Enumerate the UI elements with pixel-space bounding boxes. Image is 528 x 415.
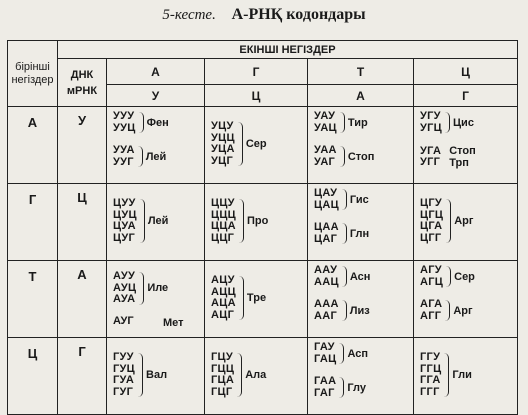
brace-mark (445, 112, 450, 133)
codon: АЦУ (211, 274, 235, 286)
brace-mark (138, 353, 143, 397)
codon-cell (308, 107, 414, 184)
codon-cell (414, 261, 518, 338)
codon: ЦГЦ (420, 208, 444, 221)
rna-col-header: Ц (205, 85, 308, 107)
codon-list (113, 352, 135, 398)
amino-acid-label: Глу (347, 381, 366, 394)
codon: УУЦ (113, 121, 136, 134)
amino-acid-label: Лей (147, 215, 169, 227)
rna-col-header: Г (414, 85, 518, 107)
codon: УГУ (420, 110, 441, 122)
amino-acid-label: Тре (246, 292, 267, 304)
codon: ЦУА (113, 220, 136, 232)
codon: АГУ (420, 264, 442, 276)
codon: ААА (314, 298, 339, 310)
codon: УГЦ (420, 121, 443, 134)
codon: УУГ (113, 155, 134, 168)
codon: ЦАЦ (314, 198, 339, 211)
brace-mark (445, 300, 450, 321)
codon-list (211, 121, 235, 167)
table-row (8, 107, 518, 184)
codon-group (314, 299, 410, 322)
codon-cell (205, 261, 308, 338)
amino-acid-label: Глн (349, 227, 370, 240)
page-title (0, 6, 528, 24)
first-base-cell: Г (8, 184, 58, 261)
first-base-cell: А (8, 107, 58, 184)
second-bases-header: ЕКІНШІ НЕГІЗДЕР (58, 41, 518, 59)
brace-mark (239, 276, 244, 320)
codon-group (211, 198, 304, 244)
codon: ЦЦЦ (211, 208, 237, 221)
codon-list (113, 271, 136, 306)
brace-mark (342, 223, 347, 244)
codon: ЦАА (314, 221, 339, 233)
codon: АЦЦ (211, 285, 236, 298)
first-bases-header: бірінші негіздер (8, 41, 58, 107)
codon: ЦГУ (420, 197, 443, 209)
codon-group (314, 145, 410, 168)
amino-acid-label: Цис (453, 116, 474, 129)
amino-acid-label: Лей (145, 150, 167, 163)
brace-mark (238, 122, 243, 166)
codon: ЦАГ (314, 232, 338, 245)
amino-acid-label: Стоп (449, 145, 476, 157)
table-row (8, 261, 518, 338)
first-base-cell: Т (8, 261, 58, 338)
codon: ЦУГ (113, 231, 136, 244)
brace-mark (444, 353, 449, 397)
codon-cell (205, 107, 308, 184)
brace-mark (339, 377, 344, 398)
codon-group (314, 188, 410, 211)
amino-acid-label: Ала (245, 369, 267, 381)
codon-cell (308, 338, 414, 415)
codon: ГАЦ (314, 352, 337, 365)
codon: АЦА (211, 297, 236, 309)
amino-acid-stack (449, 145, 476, 169)
codon-group (314, 222, 410, 245)
amino-acid-label: Мет (163, 317, 184, 329)
codon: АУГ (113, 315, 134, 327)
brace-mark (342, 189, 347, 210)
codon-group (113, 271, 201, 306)
codon: АЦГ (211, 308, 235, 321)
brace-mark (339, 343, 344, 364)
codon: УЦГ (211, 154, 234, 167)
amino-acid-label: Сер (245, 138, 267, 150)
codon: ААЦ (314, 275, 339, 288)
mrnk-base-cell: У (58, 107, 107, 184)
codon: ГГЦ (420, 362, 442, 375)
codon: УАГ (314, 155, 336, 168)
brace-mark (139, 272, 144, 305)
brace-mark (139, 112, 144, 133)
amino-acid-label: Лиз (349, 304, 370, 317)
first-base-cell: Ц (8, 338, 58, 415)
codon: АУА (113, 293, 136, 305)
codon-list (314, 342, 336, 365)
codon-list (420, 146, 441, 169)
codon-group (211, 275, 304, 321)
amino-acid-label: Асн (349, 270, 371, 283)
codon: ЦУУ (113, 197, 136, 209)
codon: УАУ (314, 110, 336, 122)
brace-mark (140, 199, 145, 243)
codon: ГЦЦ (211, 362, 235, 375)
brace-mark (138, 146, 143, 167)
codon: ГЦА (211, 374, 235, 386)
codon-cell (308, 261, 414, 338)
codon-list (420, 198, 443, 244)
amino-acid-label: Гли (452, 369, 472, 381)
codon: ГУА (113, 374, 135, 386)
amino-acid-label: Трп (449, 157, 469, 169)
codon-cell (414, 107, 518, 184)
codon-list (420, 352, 441, 398)
codon: АУЦ (113, 281, 137, 294)
codon: ЦЦУ (211, 197, 235, 209)
codon-cell (107, 184, 205, 261)
codon: АГА (420, 298, 443, 310)
codon-list (314, 145, 337, 168)
codon-cell (205, 184, 308, 261)
table-caption: 5-кесте. (162, 7, 216, 23)
codon: АУУ (113, 270, 136, 282)
codon: ЦАУ (314, 187, 338, 199)
amino-acid-label: Про (247, 215, 269, 227)
codon: ЦУЦ (113, 208, 137, 221)
table-name: А-РНҚ кодондары (231, 6, 366, 23)
codon-group (420, 352, 514, 398)
codon-group (113, 198, 201, 244)
codon: УГГ (420, 156, 441, 168)
codon-group (314, 111, 410, 134)
dna-col-header: Т (308, 59, 414, 85)
codon: УУА (113, 144, 135, 156)
codon-list (420, 111, 442, 134)
brace-mark (446, 266, 451, 287)
codon: ГЦУ (211, 351, 234, 363)
codon: ЦЦГ (211, 231, 235, 244)
brace-mark (237, 353, 242, 397)
amino-acid-label: Асп (347, 347, 368, 360)
codon-list (113, 145, 135, 168)
codon-list (420, 299, 442, 322)
brace-mark (340, 112, 345, 133)
dna-col-header: Ц (414, 59, 518, 85)
mrnk-base-cell: Ц (58, 184, 107, 261)
codon-list (314, 299, 339, 322)
mrnk-base-cell: Г (58, 338, 107, 415)
codon: ААГ (314, 309, 338, 322)
mrnk-base-cell: А (58, 261, 107, 338)
codon-group (420, 111, 514, 134)
table-row (8, 184, 518, 261)
amino-acid-label: Сер (454, 270, 475, 283)
amino-acid-label: Гис (349, 193, 369, 206)
codon: ЦГА (420, 220, 443, 232)
codon: УАЦ (314, 121, 337, 134)
codon: ГУУ (113, 351, 134, 363)
codon-group (420, 299, 514, 322)
codon-cell (414, 338, 518, 415)
codon: УЦЦ (211, 131, 235, 144)
codon: УЦУ (211, 120, 234, 132)
amino-acid-label: Фен (146, 116, 169, 129)
codon: УЦА (211, 143, 235, 155)
codon: ГАГ (314, 386, 335, 399)
codon-group (113, 111, 201, 134)
amino-acid-label: Вал (146, 369, 168, 381)
codon-cell (205, 338, 308, 415)
brace-mark (342, 300, 347, 321)
codon-table (7, 40, 518, 415)
brace-mark (239, 199, 244, 243)
codon-list (113, 198, 137, 244)
codon: ЦГГ (420, 231, 442, 244)
codon-list (211, 275, 236, 321)
codon-cell (414, 184, 518, 261)
codon: УАА (314, 144, 337, 156)
codon-group (420, 198, 514, 244)
codon-cell (107, 261, 205, 338)
codon-list (211, 352, 234, 398)
codon-list (314, 188, 339, 211)
dnk-mrnk-header (58, 59, 107, 107)
codon-group (314, 376, 410, 399)
codon: ГУЦ (113, 362, 136, 375)
codon-cell (107, 107, 205, 184)
codon: ГАУ (314, 341, 335, 353)
dna-col-header: Г (205, 59, 308, 85)
codon-group (211, 352, 304, 398)
codon: УУУ (113, 110, 135, 122)
codon-group (420, 265, 514, 288)
codon: ААУ (314, 264, 338, 276)
codon: ГАА (314, 375, 337, 387)
codon-table-body (8, 107, 518, 415)
codon-list (314, 376, 336, 399)
codon-list (314, 222, 339, 245)
brace-mark (342, 266, 347, 287)
codon-list (211, 198, 236, 244)
codon-cell (107, 338, 205, 415)
codon: ГЦГ (211, 385, 233, 398)
codon-group (211, 121, 304, 167)
amino-acid-label: Арг (454, 215, 474, 227)
brace-mark (446, 199, 451, 243)
codon: ГГГ (420, 385, 440, 398)
table-row (8, 338, 518, 415)
rna-col-header: У (107, 85, 205, 107)
codon-list (420, 265, 443, 288)
codon: ГГУ (420, 351, 441, 363)
brace-mark (340, 146, 345, 167)
codon-list (314, 111, 337, 134)
amino-acid-label: Стоп (347, 150, 375, 163)
codon-group (314, 342, 410, 365)
codon-cell (308, 184, 414, 261)
dna-col-header: А (107, 59, 205, 85)
amino-acid-label: Арг (453, 304, 473, 317)
rna-col-header: А (308, 85, 414, 107)
codon-list (314, 265, 339, 288)
dnk-label: ДНК (70, 68, 94, 81)
mrnk-label: мРНК (66, 84, 98, 97)
codon-group (113, 145, 201, 168)
codon-list (113, 111, 136, 134)
codon: ГГА (420, 374, 441, 386)
codon: АГЦ (420, 275, 444, 288)
codon-group (420, 145, 514, 169)
codon-group (113, 352, 201, 398)
codon: ГУГ (113, 385, 134, 398)
codon: ЦЦА (211, 220, 236, 232)
codon: УГА (420, 144, 442, 157)
codon-group (314, 265, 410, 288)
amino-acid-label: Иле (147, 282, 169, 295)
amino-acid-label: Тир (347, 116, 368, 129)
codon: АГГ (420, 309, 442, 322)
